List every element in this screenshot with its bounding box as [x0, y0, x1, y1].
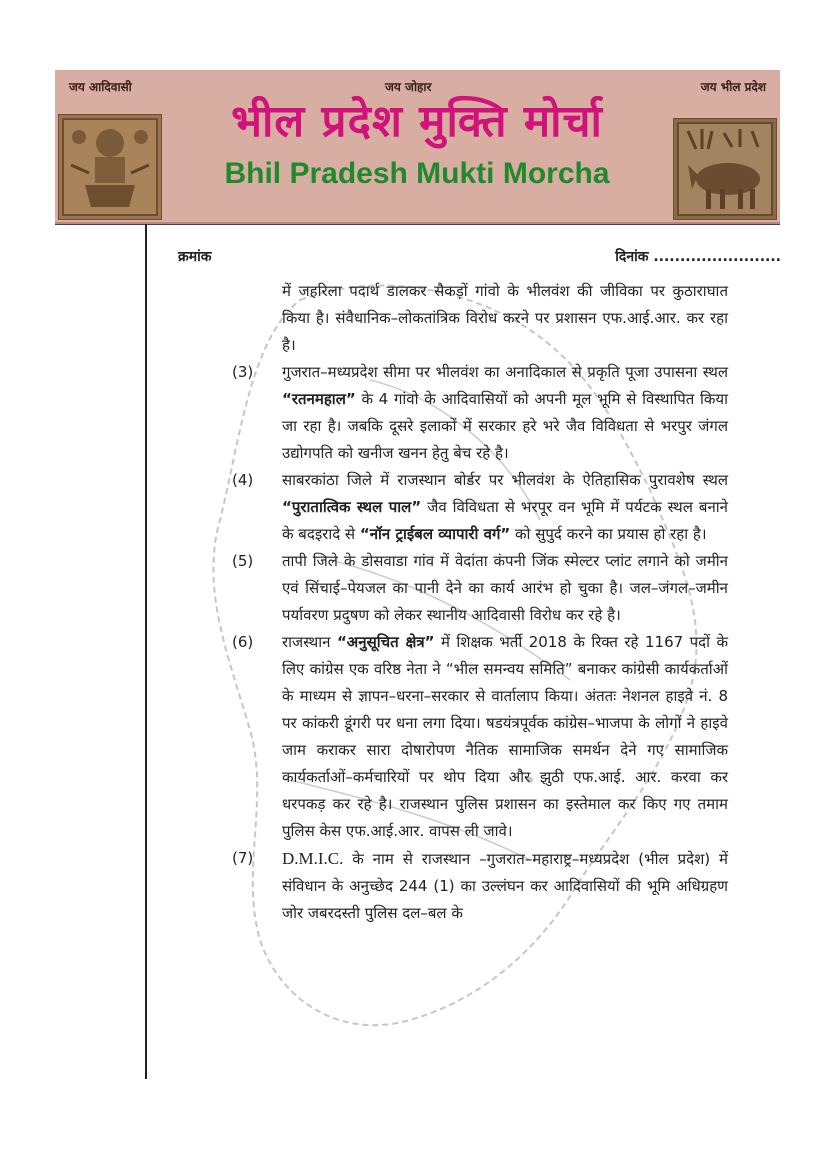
item-number: (4)	[232, 471, 254, 489]
indus-bull-seal-right-image	[673, 118, 777, 220]
item-number: (5)	[232, 552, 254, 570]
highlight-non-tribal-vyapari: “नॉन ट्राईबल व्यापारी वर्ग”	[359, 525, 511, 543]
title-hindi: भील प्रदेश मुक्ति मोर्चा	[231, 96, 603, 147]
paragraph-text: जैव विविधता से भरपूर वन भूमि में पर्यटक स्थल बनाने के बदइरादे से	[282, 498, 728, 543]
item-number: (7)	[232, 849, 254, 867]
left-margin-line	[145, 224, 147, 1079]
title-english: Bhil Pradesh Mukti Morcha	[224, 157, 610, 190]
paragraph-text: को सुपुर्द करने का प्रयास हो रहा है।	[510, 525, 707, 543]
highlight-anusuchit-kshetra: “अनुसूचित क्षेत्र”	[336, 633, 435, 651]
paragraph-6	[232, 629, 728, 845]
dmic-abbreviation: D.M.I.C.	[282, 849, 344, 868]
indus-seal-left-image	[58, 114, 162, 220]
paragraph-3	[232, 359, 728, 467]
date-label: दिनांक ........................	[615, 249, 781, 265]
highlight-puratatvik-sthal-pal: “पुरातात्विक स्थल पाल”	[282, 498, 422, 516]
slogan-jai-johar: जय जोहार	[385, 80, 432, 94]
serial-number-label: क्रमांक	[178, 249, 212, 265]
header-rule	[55, 224, 780, 225]
item-number: (3)	[232, 363, 254, 381]
slogan-jai-bhil-pradesh: जय भील प्रदेश	[700, 80, 766, 94]
paragraph-text: साबरकांठा जिले में राजस्थान बोर्डर पर भीलवंश के ऐतिहासिक पुरावशेष स्थल	[282, 471, 728, 489]
paragraph-continued: में जहरिला पदार्थ डालकर सैकड़ों गांवो के भीलवंश की जीविका पर कुठाराघात किया है। संवैधानिक–लोकतांत्रिक विरोध करने पर प्रशासन एफ.आई.आर. कर रहा है।	[282, 282, 728, 354]
paragraph-5	[232, 548, 728, 629]
item-number: (6)	[232, 633, 254, 651]
paragraph-text: गुजरात–मध्यप्रदेश सीमा पर भीलवंश का अनादिकाल से प्रकृति पूजा उपासना स्थल	[282, 363, 728, 381]
paragraph-7	[232, 845, 728, 927]
paragraph-4	[232, 467, 728, 548]
paragraph-text: के 4 गांवो के आदिवासियों को अपनी मूल भूमि से विस्थापित किया जा रहा है। जबकि दूसरे इलाकों में सरकार हरे भरे जैव विविधता से भरपुर जंगल उद्योगपति को खनीज खनन हेतु बेच रहे है।	[282, 390, 728, 462]
paragraph-text: के नाम से राजस्थान –गुजरात–महाराष्ट्र–मध्यप्रदेश (भील प्रदेश) में संविधान के अनुच्छेद 244 (1) का उल्लंघन कर आदिवासियों की भूमि अधिग्रहण जोर जबरदस्ती पुलिस दल–बल के	[282, 850, 728, 922]
paragraph-text: राजस्थान	[282, 633, 337, 651]
paragraph-text: में शिक्षक भर्ती 2018 के रिक्त रहे 1167 पदों के लिए कांग्रेस एक वरिष्ठ नेता ने “भील समन्वय समिति” बनाकर कांग्रेसी कार्यकर्ताओं के माध्यम से ज्ञापन–धरना–सरकार से वार्तालाप किया। अंततः नेशनल हाइवे नं. 8 पर कांकरी डूंगरी पर धना लगा दिया। षडयंत्रपूर्वक कांग्रेस–भाजपा के लोगों ने हाइवे जाम कराकर सारा दोषारोपण नैतिक सामाजिक समर्थन देने गए सामाजिक कार्यकर्ताओं–कर्मचारियों पर थोप दिया और झुठी एफ.आई. आर. करवा कर धरपकड़ कर रहे है। राजस्थान पुलिस प्रशासन का इस्तेमाल कर किए गए तमाम पुलिस केस एफ.आई.आर. वापस ली जावे।	[282, 633, 728, 840]
slogan-jai-adivasi: जय आदिवासी	[69, 80, 132, 94]
letter-body	[232, 278, 728, 927]
paragraph-text: तापी जिले के डोसवाडा गांव में वेदांता कंपनी जिंक स्मेल्टर प्लांट लगाने को जमीन एवं सिंचाई–पेयजल का पानी देने का कार्य आरंभ हो चुका है। जल–जंगल–जमीन पर्यावरण प्रदुषण को लेकर स्थानीय आदिवासी विरोध कर रहे है।	[282, 552, 728, 624]
highlight-ratanmahal: “रतनमहाल”	[282, 390, 356, 408]
letterhead	[55, 70, 780, 224]
